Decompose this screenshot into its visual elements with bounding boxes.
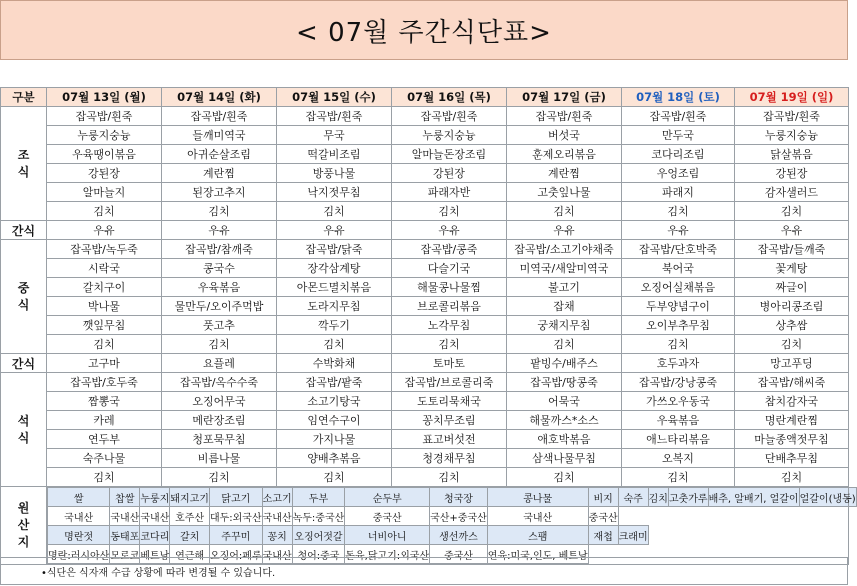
origin-cell: 명란젓 (48, 526, 110, 545)
day-tue: 07월 14일 (화) (162, 88, 277, 107)
breakfast-row (1, 164, 849, 183)
lunch-dish: 박나물 (47, 297, 162, 316)
lunch-row (1, 278, 849, 297)
dinner-dish: 김치 (622, 468, 735, 487)
lunch-dish: 북어국 (622, 259, 735, 278)
lunch-dish: 노각무침 (392, 316, 507, 335)
lunch-dish: 꽃게탕 (735, 259, 849, 278)
lunch-dish: 시락국 (47, 259, 162, 278)
origin-cell: 연육:미국,인도, 베트남 (487, 545, 588, 564)
breakfast-dish: 된장고추지 (162, 183, 277, 202)
origin-cell: 청국장 (430, 488, 488, 507)
dinner-dish: 애호박볶음 (507, 430, 622, 449)
dinner-dish: 잡곡밥/강낭콩죽 (622, 373, 735, 392)
origin-cell: 비지 (588, 488, 618, 507)
origin-cell: 김치 (648, 488, 668, 507)
origin-cell: 베트남 (140, 545, 170, 564)
origin-cell: 얼갈이(냉동) (799, 488, 856, 507)
lunch-dish: 김치 (507, 335, 622, 354)
breakfast-dish: 훈제오리볶음 (507, 145, 622, 164)
lunch-dish: 풋고추 (162, 316, 277, 335)
dinner-dish: 김치 (507, 468, 622, 487)
dinner-dish: 가지나물 (277, 430, 392, 449)
breakfast-dish: 잡곡밥/흰죽 (507, 107, 622, 126)
snack-item: 우유 (392, 221, 507, 240)
dinner-dish: 꽁치무조림 (392, 411, 507, 430)
breakfast-dish: 누룽지숭늉 (735, 126, 849, 145)
breakfast-row (1, 183, 849, 202)
lunch-dish: 김치 (277, 335, 392, 354)
origin-cell: 스팸 (487, 526, 588, 545)
origin-label: 원 산 지 (1, 487, 47, 565)
day-sun: 07월 19일 (일) (735, 88, 849, 107)
origin-cell: 콩나물 (487, 488, 588, 507)
origin-cell: 누룽지 (140, 488, 170, 507)
lunch-dish: 오이부추무침 (622, 316, 735, 335)
origin-cell: 순두부 (345, 488, 430, 507)
dinner-dish: 카레 (47, 411, 162, 430)
origin-cell: 소고기 (262, 488, 292, 507)
origin-cell: 너비아니 (345, 526, 430, 545)
dinner-dish: 마늘종액젓무침 (735, 430, 849, 449)
origin-row-2 (48, 507, 857, 526)
origin-cell: 중국산 (430, 545, 488, 564)
dinner-dish: 도토리묵채국 (392, 392, 507, 411)
dinner-dish: 우육볶음 (622, 411, 735, 430)
snack-item: 요플레 (162, 354, 277, 373)
origin-cell: 돈육,닭고기:외국산 (345, 545, 430, 564)
lunch-dish: 깻잎무침 (47, 316, 162, 335)
breakfast-dish: 잡곡밥/흰죽 (392, 107, 507, 126)
breakfast-dish: 감자샐러드 (735, 183, 849, 202)
origin-row-3 (48, 526, 857, 545)
lunch-dish: 잡곡밥/콩죽 (392, 240, 507, 259)
title-banner (0, 0, 848, 60)
origin-cell: 연근해 (170, 545, 210, 564)
origin-cell: 오징어:페루 (209, 545, 262, 564)
origin-row-1 (48, 488, 857, 507)
snack-item: 망고푸딩 (735, 354, 849, 373)
lunch-row (1, 316, 849, 335)
origin-cell: 오징어젓갈 (292, 526, 345, 545)
lunch-dish: 궁채지무침 (507, 316, 622, 335)
dinner-dish: 명란계란찜 (735, 411, 849, 430)
dinner-dish: 해물까스*소스 (507, 411, 622, 430)
dinner-dish: 청포묵무침 (162, 430, 277, 449)
origin-cell: 국내산 (48, 507, 110, 526)
origin-cell: 중국산 (588, 507, 618, 526)
lunch-dish: 우육볶음 (162, 278, 277, 297)
breakfast-dish: 김치 (622, 202, 735, 221)
lunch-dish: 다슬기국 (392, 259, 507, 278)
dinner-dish: 김치 (735, 468, 849, 487)
breakfast-dish: 김치 (735, 202, 849, 221)
dinner-row (1, 392, 849, 411)
origin-cell: 돼지고기 (170, 488, 210, 507)
snack-label: 간식 (1, 221, 47, 240)
breakfast-row (1, 145, 849, 164)
lunch-dish: 갈치구이 (47, 278, 162, 297)
dinner-dish: 연두부 (47, 430, 162, 449)
lunch-dish: 잡곡밥/닭죽 (277, 240, 392, 259)
breakfast-dish: 무국 (277, 126, 392, 145)
lunch-dish: 불고기 (507, 278, 622, 297)
breakfast-dish: 만두국 (622, 126, 735, 145)
dinner-dish: 숙주나물 (47, 449, 162, 468)
lunch-dish: 장각삼계탕 (277, 259, 392, 278)
dinner-dish: 양배추볶음 (277, 449, 392, 468)
breakfast-row (1, 202, 849, 221)
origin-cell: 쌀 (48, 488, 110, 507)
breakfast-dish: 들깨미역국 (162, 126, 277, 145)
meals-body (1, 107, 849, 487)
snack-item: 우유 (47, 221, 162, 240)
snack-item: 고구마 (47, 354, 162, 373)
origin-cell: 찹쌀 (110, 488, 140, 507)
lunch-dish: 김치 (392, 335, 507, 354)
snack-item: 우유 (507, 221, 622, 240)
origin-cell: 중국산 (345, 507, 430, 526)
breakfast-dish: 강된장 (392, 164, 507, 183)
snack-label: 간식 (1, 354, 47, 373)
day-wed: 07월 15일 (수) (277, 88, 392, 107)
dinner-dish: 잡곡밥/팥죽 (277, 373, 392, 392)
header-label: 구분 (1, 88, 47, 107)
breakfast-dish: 계란찜 (507, 164, 622, 183)
breakfast-dish: 파래지 (622, 183, 735, 202)
snack-item: 우유 (162, 221, 277, 240)
dinner-dish: 김치 (277, 468, 392, 487)
origin-cell: 국산+중국산 (430, 507, 488, 526)
weekly-menu-table (0, 87, 849, 487)
dinner-dish: 잡곡밥/땅콩죽 (507, 373, 622, 392)
breakfast-dish: 아귀순살조림 (162, 145, 277, 164)
breakfast-dish: 잡곡밥/흰죽 (622, 107, 735, 126)
dinner-dish: 참치감자국 (735, 392, 849, 411)
origin-cell: 꽁치 (262, 526, 292, 545)
origin-cell: 재첩 (588, 526, 618, 545)
breakfast-dish: 강된장 (735, 164, 849, 183)
breakfast-dish: 떡갈비조림 (277, 145, 392, 164)
dinner-row (1, 430, 849, 449)
origin-cell: 두부 (292, 488, 345, 507)
snack-item: 수박화채 (277, 354, 392, 373)
origin-cell: 숙주 (618, 488, 648, 507)
lunch-dish: 김치 (162, 335, 277, 354)
snack-row (1, 221, 849, 240)
lunch-dish: 짜글이 (735, 278, 849, 297)
lunch-dish: 상추쌈 (735, 316, 849, 335)
breakfast-dish: 방풍나물 (277, 164, 392, 183)
lunch-row (1, 240, 849, 259)
page-title: < 07월 주간식단표> (296, 17, 552, 48)
lunch-dish: 오징어실채볶음 (622, 278, 735, 297)
lunch-dish: 해물콩나물찜 (392, 278, 507, 297)
dinner-dish: 잡곡밥/옥수수죽 (162, 373, 277, 392)
lunch-label: 중 식 (1, 240, 47, 354)
breakfast-dish: 코다리조림 (622, 145, 735, 164)
lunch-dish: 콩국수 (162, 259, 277, 278)
dinner-dish: 단배추무침 (735, 449, 849, 468)
origin-cell: 국내산 (262, 507, 292, 526)
menu-table-wrap (0, 87, 856, 565)
dinner-dish: 오복지 (622, 449, 735, 468)
breakfast-dish: 잡곡밥/흰죽 (277, 107, 392, 126)
origin-cell: 청어:중국 (292, 545, 345, 564)
origin-cell: 국내산 (110, 507, 140, 526)
lunch-dish: 물만두/오이주먹밥 (162, 297, 277, 316)
breakfast-dish: 알마늘지 (47, 183, 162, 202)
dinner-dish: 비름나물 (162, 449, 277, 468)
lunch-dish: 잡곡밥/소고기야채죽 (507, 240, 622, 259)
lunch-dish: 깍두기 (277, 316, 392, 335)
breakfast-row (1, 126, 849, 145)
origin-cell: 닭고기 (209, 488, 262, 507)
lunch-dish: 잡곡밥/단호박죽 (622, 240, 735, 259)
lunch-dish: 브로콜리볶음 (392, 297, 507, 316)
snack-item: 토마토 (392, 354, 507, 373)
breakfast-dish: 잡곡밥/흰죽 (162, 107, 277, 126)
breakfast-dish: 계란찜 (162, 164, 277, 183)
origin-cell: 고춧가루 (668, 488, 708, 507)
origin-cell: 크래미 (618, 526, 648, 545)
origin-cell: 국내산 (487, 507, 588, 526)
dinner-dish: 잡곡밥/호두죽 (47, 373, 162, 392)
breakfast-label: 조 식 (1, 107, 47, 221)
origin-cell: 동태포 (110, 526, 140, 545)
origin-cell: 대두:외국산 (209, 507, 262, 526)
snack-item: 우유 (622, 221, 735, 240)
origin-cell: 생선까스 (430, 526, 488, 545)
origin-cell: 국내산 (262, 545, 292, 564)
day-thu: 07월 16일 (목) (392, 88, 507, 107)
origin-cell: 갈치 (170, 526, 210, 545)
breakfast-dish: 잡곡밥/흰죽 (47, 107, 162, 126)
snack-item: 우유 (735, 221, 849, 240)
breakfast-dish: 강된장 (47, 164, 162, 183)
lunch-dish: 도라지무침 (277, 297, 392, 316)
breakfast-dish: 김치 (47, 202, 162, 221)
dinner-dish: 가쓰오우동국 (622, 392, 735, 411)
origin-cell: 배추, 알배기, 얼갈이 (708, 488, 799, 507)
dinner-dish: 애느타리볶음 (622, 430, 735, 449)
dinner-row (1, 373, 849, 392)
lunch-row (1, 335, 849, 354)
dinner-label: 석 식 (1, 373, 47, 487)
lunch-dish: 김치 (622, 335, 735, 354)
breakfast-dish: 누룽지숭늉 (392, 126, 507, 145)
origin-cell: 코다리 (140, 526, 170, 545)
lunch-dish: 두부양념구이 (622, 297, 735, 316)
dinner-dish: 어묵국 (507, 392, 622, 411)
dinner-dish: 김치 (47, 468, 162, 487)
notice-text: •식단은 식자재 수급 상황에 따라 변경될 수 있습니다. (0, 557, 848, 585)
lunch-dish: 병아리콩조림 (735, 297, 849, 316)
dinner-dish: 김치 (162, 468, 277, 487)
breakfast-dish: 우육땡이볶음 (47, 145, 162, 164)
origin-cell: 호주산 (170, 507, 210, 526)
day-mon: 07월 13일 (월) (47, 88, 162, 107)
breakfast-dish: 누룽지숭늉 (47, 126, 162, 145)
breakfast-dish: 닭살볶음 (735, 145, 849, 164)
dinner-row (1, 411, 849, 430)
breakfast-dish: 잡곡밥/흰죽 (735, 107, 849, 126)
origin-cell: 모로코 (110, 545, 140, 564)
origin-cell: 국내산 (140, 507, 170, 526)
lunch-dish: 잡채 (507, 297, 622, 316)
origin-grid (47, 487, 856, 565)
dinner-dish: 임연수구이 (277, 411, 392, 430)
dinner-row (1, 468, 849, 487)
dinner-dish: 메란장조림 (162, 411, 277, 430)
breakfast-dish: 우엉조림 (622, 164, 735, 183)
dinner-row (1, 449, 849, 468)
dinner-dish: 오징어무국 (162, 392, 277, 411)
day-fri: 07월 17일 (금) (507, 88, 622, 107)
origin-cell: 명란:러시아산 (48, 545, 110, 564)
breakfast-dish: 고춧잎나물 (507, 183, 622, 202)
dinner-dish: 짬뽕국 (47, 392, 162, 411)
dinner-dish: 소고기탕국 (277, 392, 392, 411)
day-sat: 07월 18일 (토) (622, 88, 735, 107)
origin-cell: 주꾸미 (209, 526, 262, 545)
lunch-dish: 미역국/새알미역국 (507, 259, 622, 278)
snack-item: 팥빙수/배주스 (507, 354, 622, 373)
breakfast-dish: 김치 (277, 202, 392, 221)
snack-item: 우유 (277, 221, 392, 240)
lunch-row (1, 259, 849, 278)
breakfast-dish: 김치 (162, 202, 277, 221)
lunch-dish: 잡곡밥/녹두죽 (47, 240, 162, 259)
lunch-dish: 잡곡밥/참깨죽 (162, 240, 277, 259)
dinner-dish: 표고버섯전 (392, 430, 507, 449)
lunch-dish: 김치 (47, 335, 162, 354)
origin-table (0, 486, 856, 565)
breakfast-row (1, 107, 849, 126)
breakfast-dish: 알마늘돈장조림 (392, 145, 507, 164)
breakfast-dish: 김치 (392, 202, 507, 221)
dinner-dish: 김치 (392, 468, 507, 487)
lunch-dish: 김치 (735, 335, 849, 354)
dinner-dish: 삼색나물무침 (507, 449, 622, 468)
lunch-dish: 잡곡밥/들깨죽 (735, 240, 849, 259)
breakfast-dish: 김치 (507, 202, 622, 221)
breakfast-dish: 파래자반 (392, 183, 507, 202)
breakfast-dish: 버섯국 (507, 126, 622, 145)
header-row (1, 88, 849, 107)
dinner-dish: 잡곡밥/브로콜리죽 (392, 373, 507, 392)
snack-item: 호두과자 (622, 354, 735, 373)
dinner-dish: 잡곡밥/해씨죽 (735, 373, 849, 392)
snack-row (1, 354, 849, 373)
lunch-dish: 아몬드멸치볶음 (277, 278, 392, 297)
dinner-dish: 청경채무침 (392, 449, 507, 468)
origin-cell: 녹두:중국산 (292, 507, 345, 526)
breakfast-dish: 낙지젓무침 (277, 183, 392, 202)
lunch-row (1, 297, 849, 316)
